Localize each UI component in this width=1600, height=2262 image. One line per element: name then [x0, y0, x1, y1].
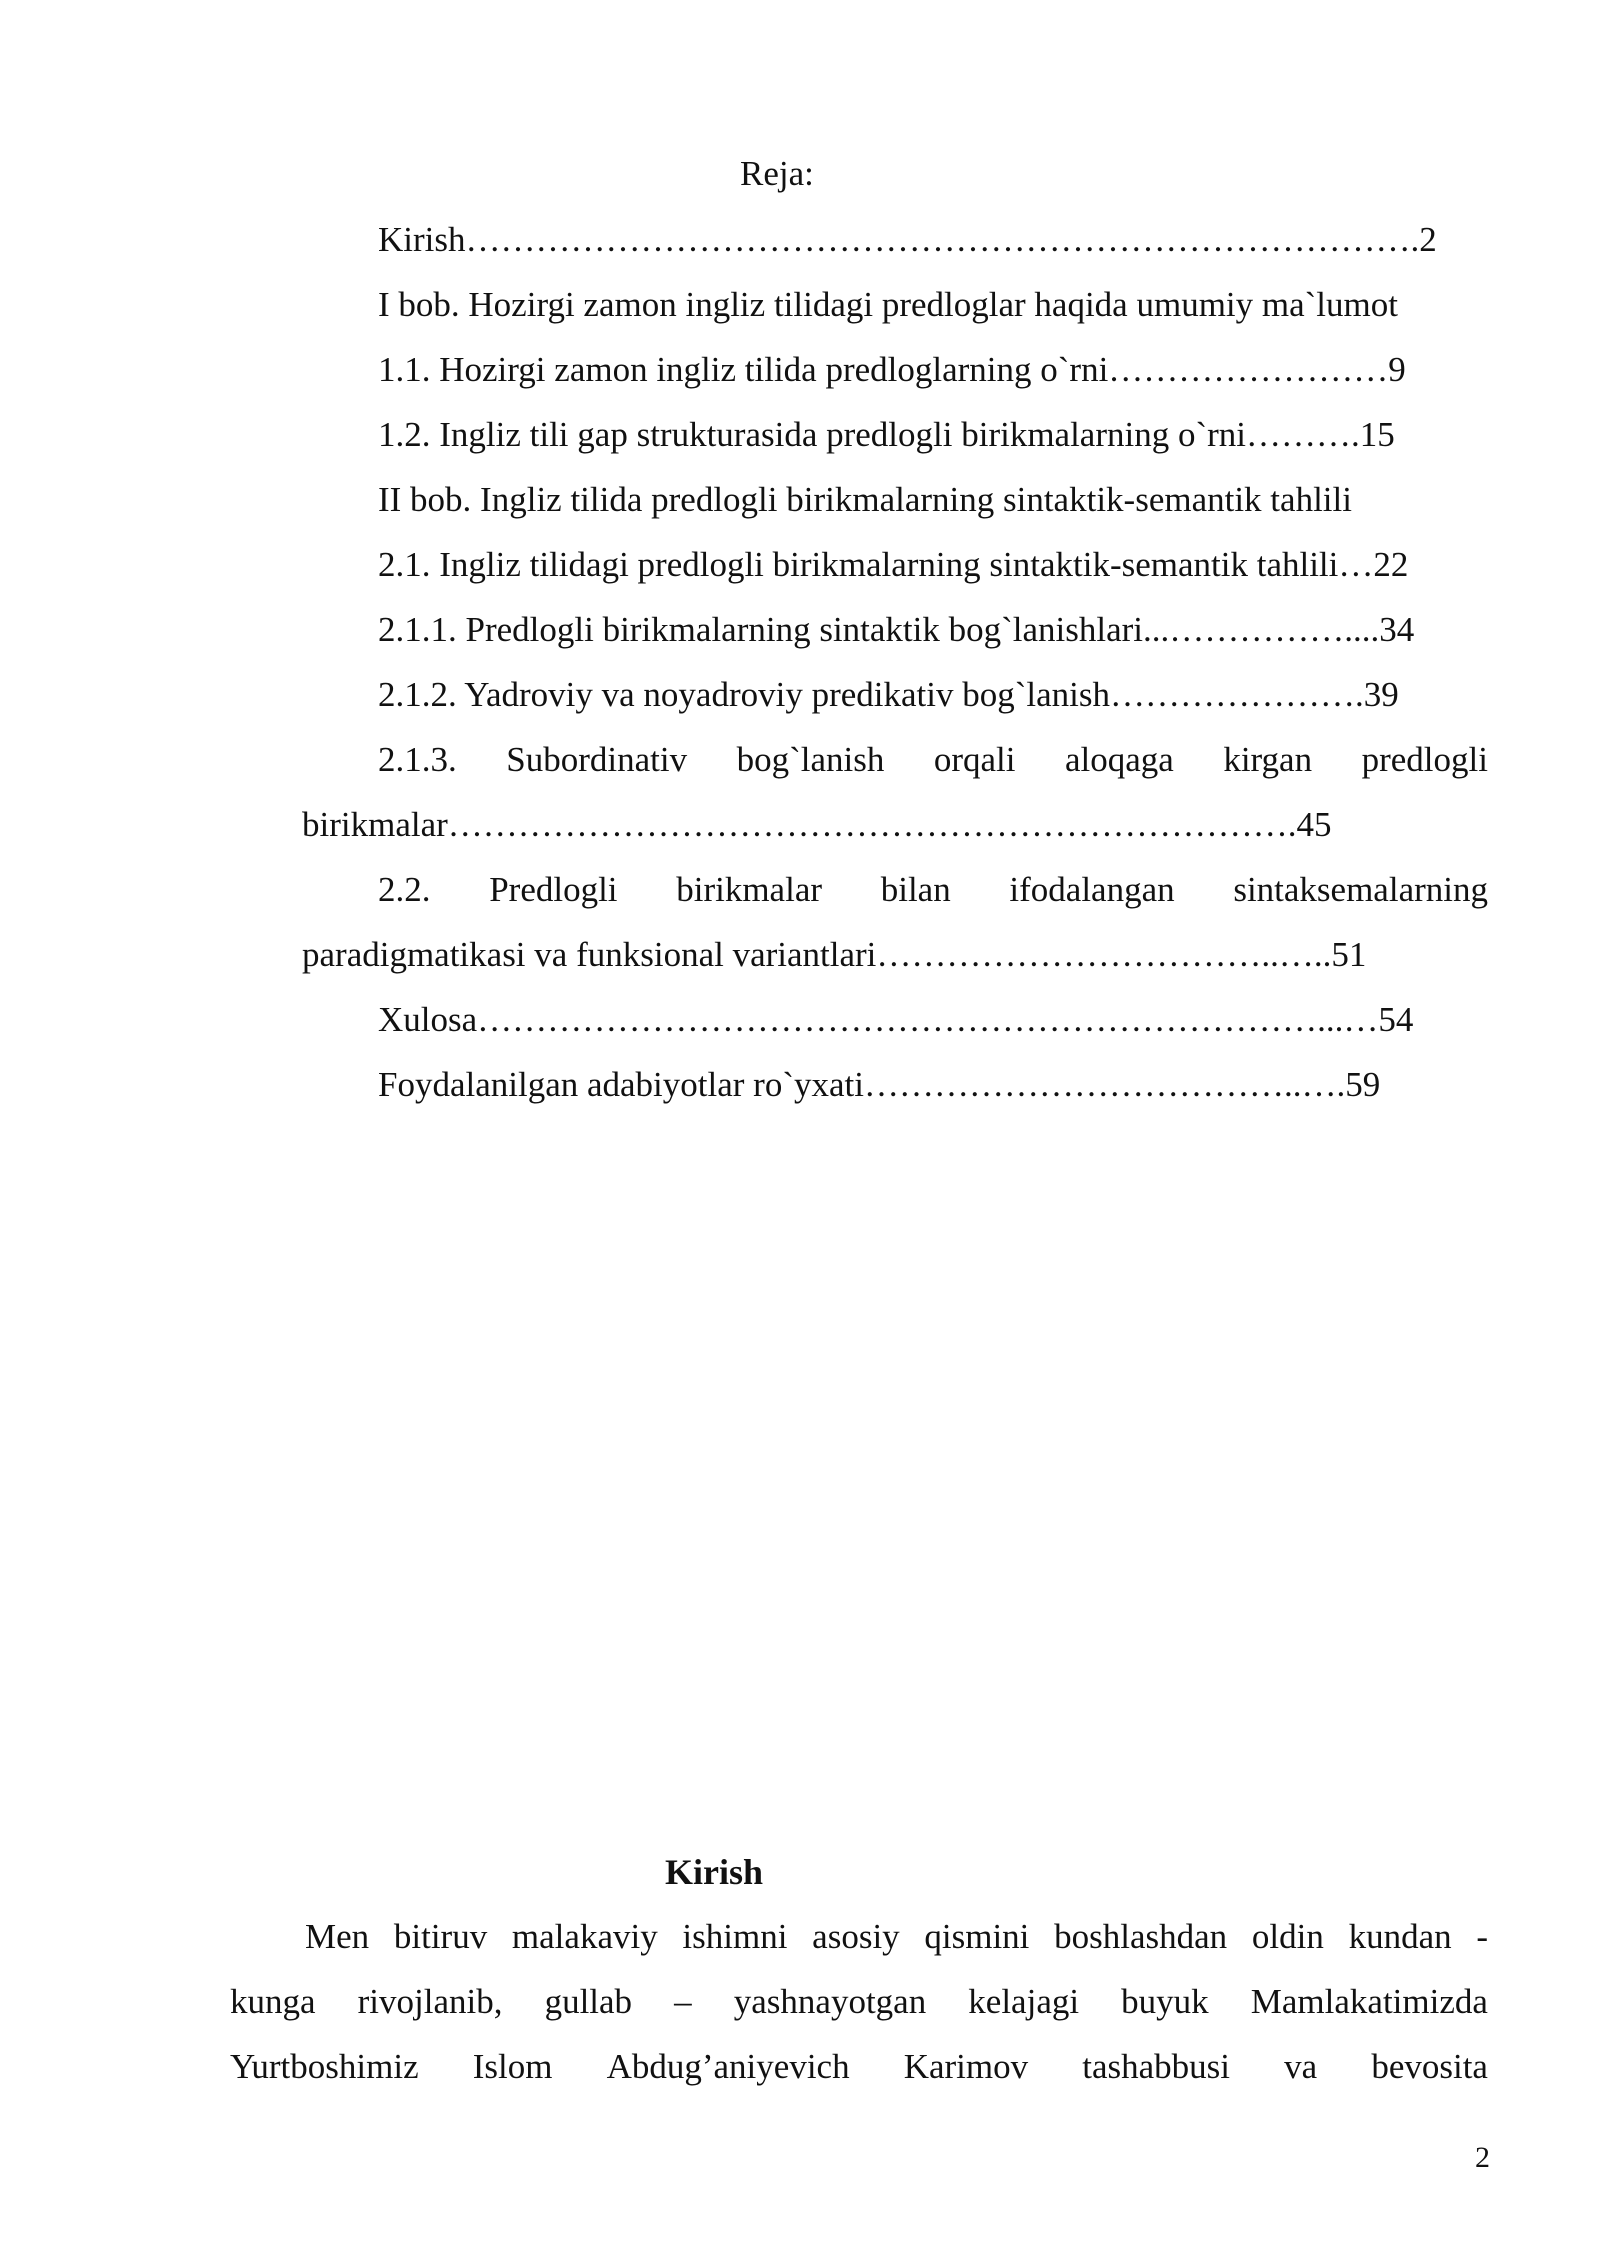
toc-entry-adabiyotlar: Foydalanilgan adabiyotlar ro`yxati………………………………..….59 — [378, 1065, 1381, 1104]
toc-entry-xulosa: Xulosa………………………………………………………………...…54 — [378, 1000, 1414, 1039]
toc-entry-chapter-2: II bob. Ingliz tilida predlogli birikmalarning sintaktik-semantik tahlili — [378, 480, 1352, 519]
toc-entry-2-1-3-line1: 2.1.3. Subordinativ bog`lanish orqali aloqaga kirgan predlogli — [378, 740, 1488, 779]
intro-paragraph-line1: Men bitiruv malakaviy ishimni asosiy qismini boshlashdan oldin kundan - — [305, 1917, 1488, 1956]
toc-entry-1-1: 1.1. Hozirgi zamon ingliz tilida predloglarning o`rni……………………9 — [378, 350, 1406, 389]
toc-entry-chapter-1: I bob. Hozirgi zamon ingliz tilidagi predloglar haqida umumiy ma`lumot — [378, 285, 1398, 324]
intro-paragraph-line3: Yurtboshimiz Islom Abdug’aniyevich Karimov tashabbusi va bevosita — [230, 2047, 1488, 2086]
toc-entry-1-2: 1.2. Ingliz tili gap strukturasida predlogli birikmalarning o`rni……….15 — [378, 415, 1395, 454]
toc-entry-2-1-1: 2.1.1. Predlogli birikmalarning sintaktik bog`lanishlari...……………....34 — [378, 610, 1415, 649]
page-number: 2 — [1475, 2141, 1490, 2174]
toc-entry-2-2-line2: paradigmatikasi va funksional variantlari……………………………..…..51 — [302, 935, 1367, 974]
toc-entry-2-2-line1: 2.2. Predlogli birikmalar bilan ifodalangan sintaksemalarning — [378, 870, 1488, 909]
toc-entry-kirish: Kirish……………………………………………………………………….2 — [378, 220, 1437, 259]
toc-title: Reja: — [740, 154, 814, 193]
toc-entry-2-1-2: 2.1.2. Yadroviy va noyadroviy predikativ bog`lanish………………….39 — [378, 675, 1399, 714]
toc-entry-2-1-3-line2: birikmalar……………………………………………………………….45 — [302, 805, 1332, 844]
intro-paragraph-line2: kunga rivojlanib, gullab – yashnayotgan kelajagi buyuk Mamlakatimizda — [230, 1982, 1488, 2021]
toc-entry-2-1: 2.1. Ingliz tilidagi predlogli birikmalarning sintaktik-semantik tahlili…22 — [378, 545, 1409, 584]
intro-heading: Kirish — [665, 1852, 764, 1892]
